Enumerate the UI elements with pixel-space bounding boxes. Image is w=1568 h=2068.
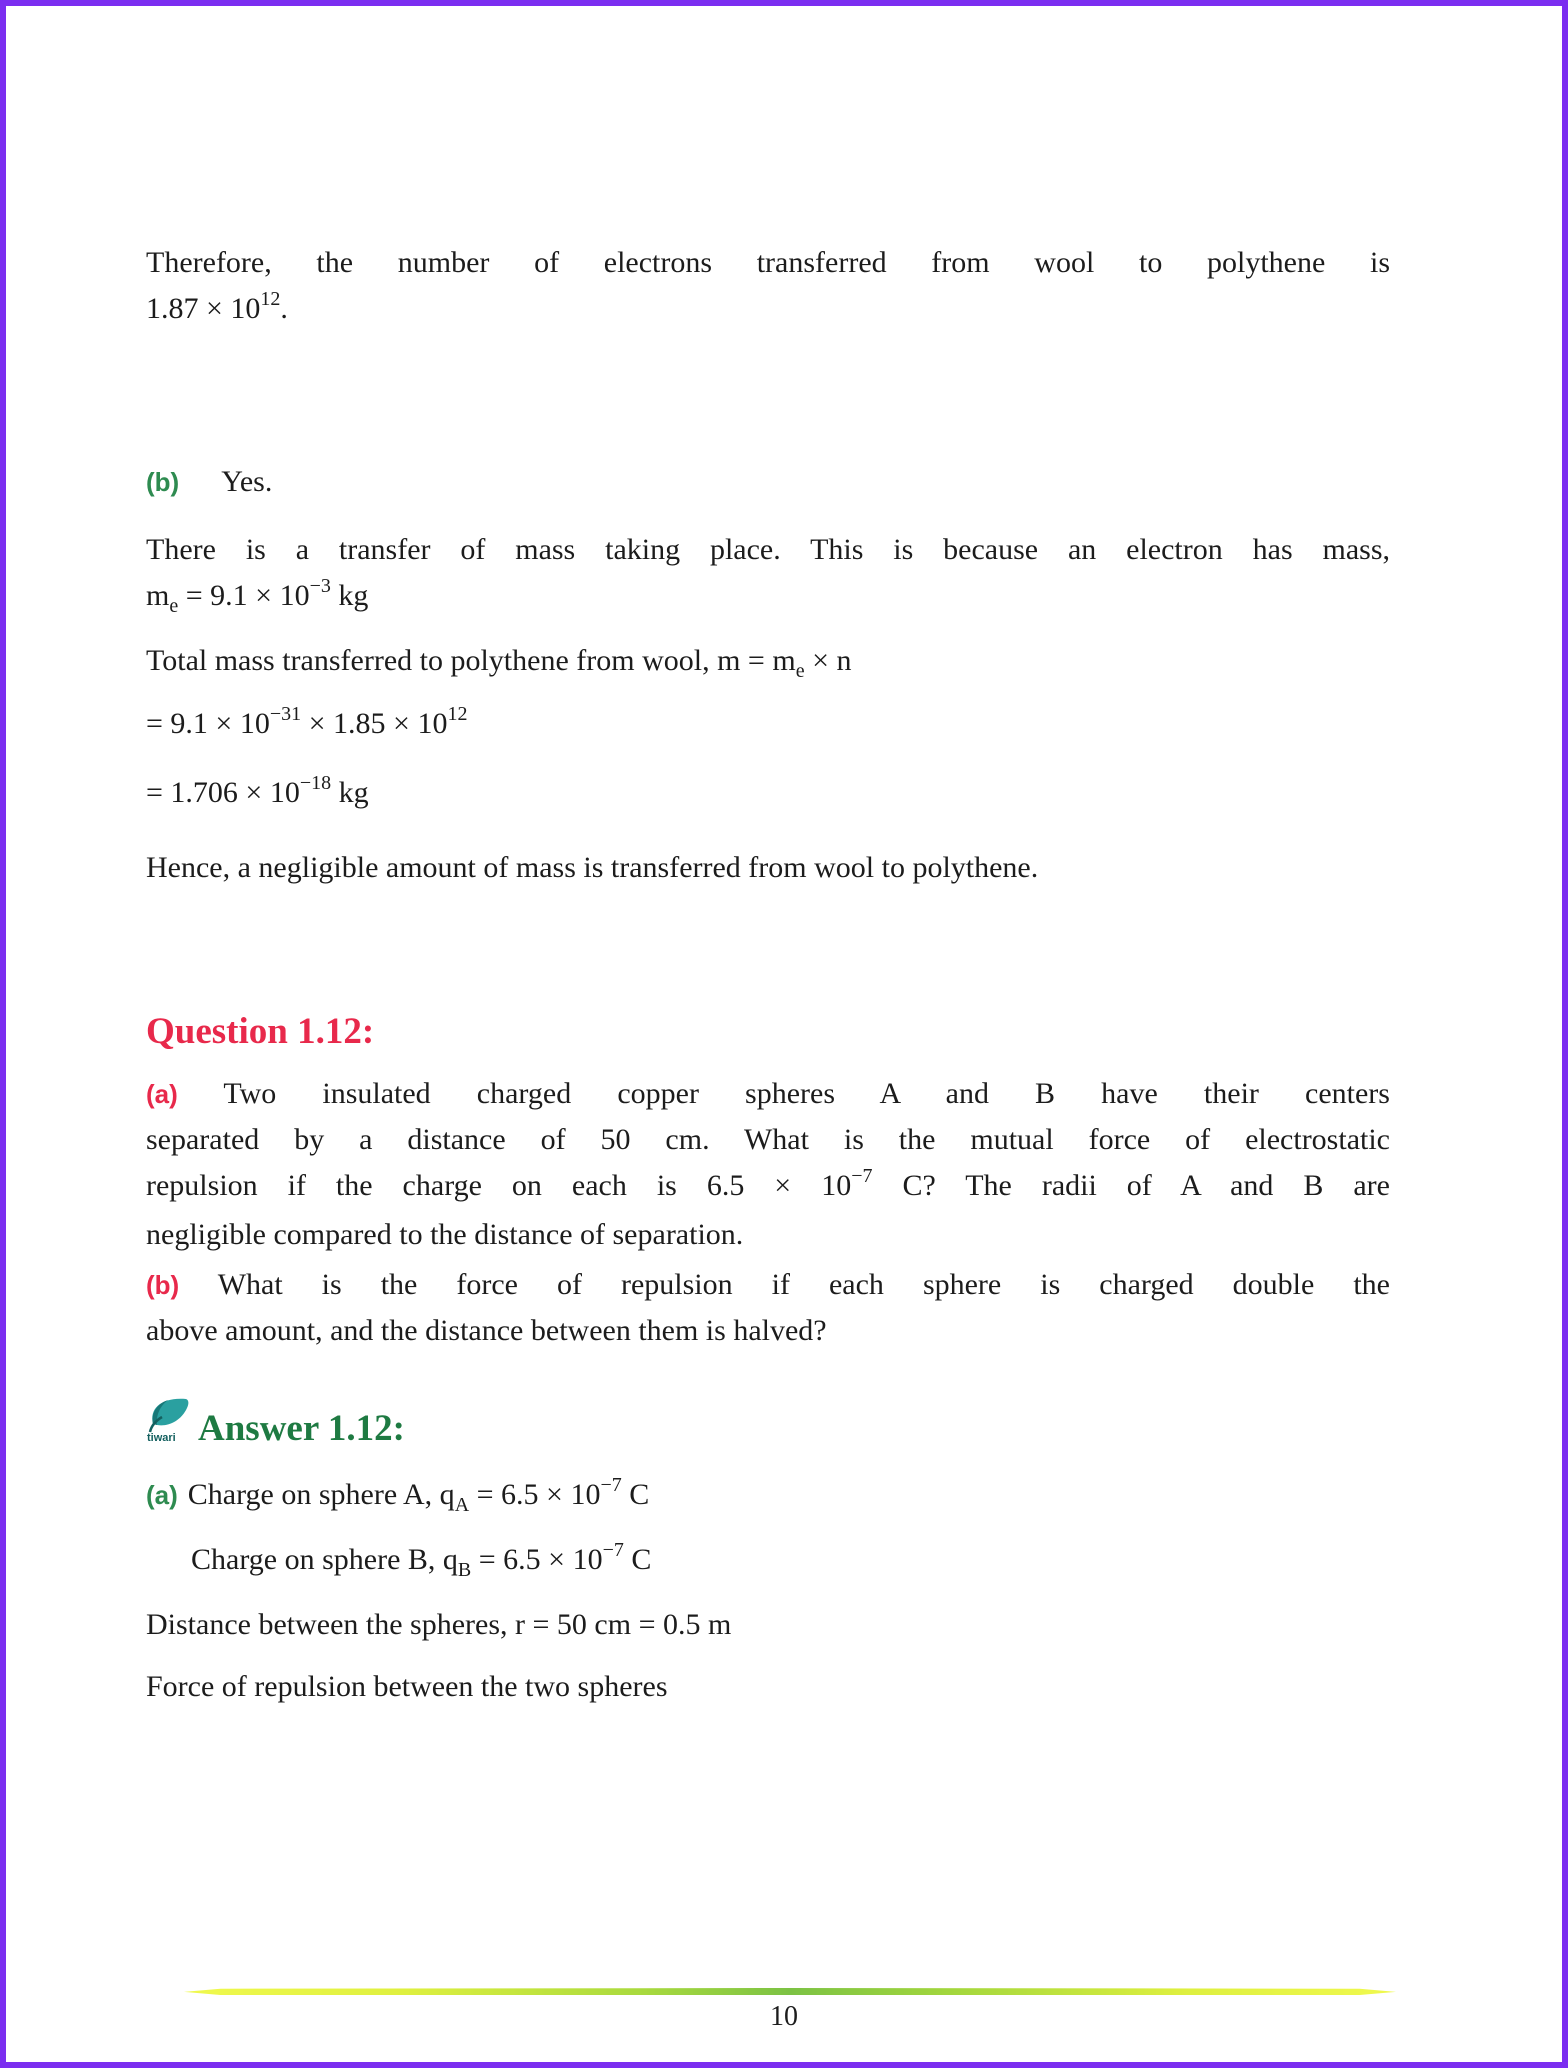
body-text: = 6.5 × 10 [471,1543,603,1576]
answer-heading [146,1388,1390,1454]
part-b-text: Yes. [221,465,273,498]
question-a-marker: (a) [146,1079,178,1109]
logo-text: tiwari [147,1432,176,1444]
equation-mass-product [146,701,1390,750]
page-number: 10 [770,2001,798,2032]
answer-charge-b-line [146,1537,1390,1586]
page-content [6,6,1562,1710]
part-b-marker: (b) [146,467,180,497]
body-text: Charge on sphere A, q [187,1478,455,1511]
question-b-line1 [146,1262,1390,1308]
subscript: e [169,595,179,617]
hence-conclusion-line [146,845,1390,891]
body-text: Total mass transferred to polythene from wool, m = m [146,644,796,677]
body-text: = 6.5 × 10 [469,1478,601,1511]
superscript: −3 [309,575,331,597]
question-a-line2 [146,1117,1390,1163]
equation-text: = 9.1 × 10 [146,707,270,740]
equation-text: × 1.85 × 10 [301,707,448,740]
equation-text: kg [331,776,369,809]
paragraph-electrons-transferred-line2 [146,286,1390,335]
superscript: −18 [299,772,332,794]
answer-charge-a-line [146,1472,1390,1521]
body-text: Two insulated charged copper spheres A and B have their centers [223,1077,1390,1110]
answer-force-line [146,1664,1390,1710]
question-b-line2 [146,1308,1390,1354]
body-text: repulsion if the charge on each is 6.5 × 10 [146,1169,852,1202]
subscript: B [457,1559,472,1581]
body-text: Force of repulsion between the two spheres [146,1670,668,1703]
tiwari-leaf-logo-icon [146,1392,190,1458]
answer-a-marker: (a) [146,1480,178,1510]
body-text: = 9.1 × 10 [178,579,310,612]
question-a-line3 [146,1163,1390,1212]
body-text: Therefore, the number of electrons transferred from wool to polythene is [146,246,1390,279]
answer-title: Answer 1.12: [198,1408,405,1449]
body-text: There is a transfer of mass taking place. This is because an electron has mass, [146,533,1390,566]
superscript: −31 [269,703,302,725]
superscript: −7 [851,1165,873,1187]
equation-text: = 1.706 × 10 [146,776,300,809]
body-text: kg [330,579,369,612]
superscript: 12 [447,703,468,725]
body-text: × n [804,644,852,677]
body-text: C [623,1543,652,1576]
body-text: Charge on sphere B, q [191,1543,458,1576]
mass-transfer-line1 [146,527,1390,573]
body-text: m [146,579,170,612]
superscript: −7 [600,1474,622,1496]
body-text: above amount, and the distance between them is halved? [146,1314,827,1347]
subscript: A [454,1494,470,1516]
paragraph-electrons-transferred-line1 [146,240,1390,286]
question-b-marker: (b) [146,1270,180,1300]
part-b-yes-line [146,459,1390,505]
body-text: What is the force of repulsion if each sphere is charged double the [217,1268,1390,1301]
total-mass-line [146,638,1390,687]
body-text: C [621,1478,650,1511]
question-a-line4 [146,1212,1390,1258]
question-title: Question 1.12: [146,1011,375,1052]
body-text: C? The radii of A and B are [872,1169,1390,1202]
superscript: 12 [260,288,281,310]
question-a-line1 [146,1071,1390,1117]
body-text: Distance between the spheres, r = 50 cm = 0.5 m [146,1608,732,1641]
equation-mass-result [146,770,1390,819]
body-text: . [280,292,288,325]
body-text: Hence, a negligible amount of mass is transferred from wool to polythene. [146,851,1039,884]
mass-transfer-line2 [146,573,1390,622]
footer-divider-rule [184,1988,1396,1995]
body-text: separated by a distance of 50 cm. What is the mutual force of electrostatic [146,1123,1390,1156]
body-text: negligible compared to the distance of separation. [146,1218,744,1251]
superscript: −7 [602,1539,624,1561]
subscript: e [795,660,805,682]
body-text: 1.87 × 10 [146,292,261,325]
answer-distance-line [146,1602,1390,1648]
